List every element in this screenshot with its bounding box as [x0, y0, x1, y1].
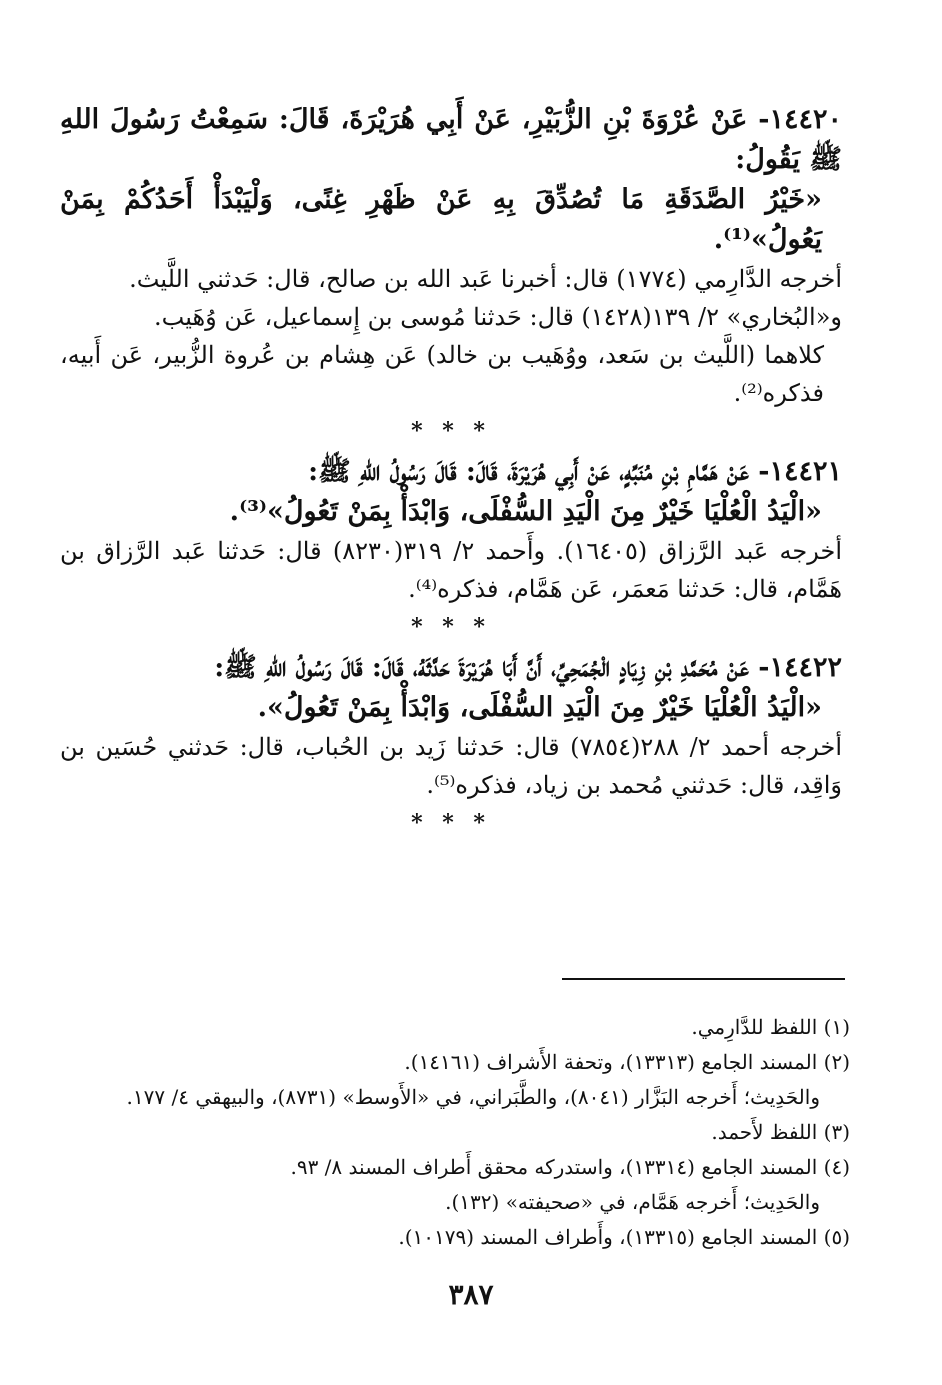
hadith-14421-takhrij: أخرجه عَبد الرَّزاق (١٦٤٠٥). وأَحمد ٢/ ٣١٩(٨٢٣٠) قال: حَدثنا عَبد الرَّزاق بن هَمَّام، قال: حَدثنا مَعمَر، عَن هَمَّام، فذكره⁽⁴⁾. — [60, 537, 843, 603]
hadith-14422-text: «الْيَدُ الْعُلْيَا خَيْرٌ مِنَ الْيَدِ السُّفْلَى، وَابْدَأْ بِمَنْ تَعُولُ». — [257, 692, 822, 723]
hadith-14420-takhrij-1: أخرجه الدَّارِمي (١٧٧٤) قال: أخبرنا عَبد الله بن صالح، قال: حَدثني اللَّيث. — [129, 265, 842, 293]
footnote-2: (٢) المسند الجامع (١٣٣١٣)، وتحفة الأَشراف (١٤١٦١). — [404, 1050, 850, 1074]
hadith-14422-takhrij: أخرجه أحمد ٢/ ٢٨٨(٧٨٥٤) قال: حَدثنا زَيد بن الحُباب، قال: حَدثني حُسَين بن وَاقِد، قال: حَدثني مُحمد بن زياد، فذكره⁽⁵⁾. — [60, 733, 843, 799]
section-separator: * * * — [411, 418, 491, 444]
footnote-5: (٥) المسند الجامع (١٣٣١٥)، وأَطراف المسند (١٠١٧٩). — [398, 1225, 850, 1249]
section-separator: * * * — [411, 614, 491, 640]
footnote-divider — [562, 978, 845, 980]
hadith-14420-takhrij-2: و«البُخاري» ٢/ ١٣٩(١٤٢٨) قال: حَدثنا مُوسى بن إِسماعيل، عَن وُهَيب. — [154, 303, 842, 331]
page-body — [60, 100, 842, 844]
footnote-4: (٤) المسند الجامع (١٣٣١٤)، واستدركه محقق أَطراف المسند ٨/ ٩٣. — [290, 1155, 850, 1179]
hadith-14420-text: «خَيْرُ الصَّدَقَةِ مَا تُصُدِّقَ بِهِ عَنْ ظَهْرِ غِنًى، وَلْيَبْدَأْ أَحَدُكُمْ بِمَنْ يَعُولُ»⁽¹⁾. — [60, 184, 822, 255]
footnotes — [60, 1010, 850, 1255]
hadith-14421-text: «الْيَدُ الْعُلْيَا خَيْرٌ مِنَ الْيَدِ السُّفْلَى، وَابْدَأْ بِمَنْ تَعُولُ»⁽³⁾. — [229, 496, 822, 527]
footnote-4-continuation: والحَدِيث؛ أَخرجه هَمَّام، في «صحيفته» (١٣٢). — [445, 1190, 820, 1214]
hadith-14422-heading: ١٤٤٢٢- عَنْ مُحَمَّدِ بْنِ زِيَادٍ الْجُمَحِيِّ، أَنَّ أَبَا هُرَيْرَةَ حَدَّثَهُ، قَالَ: قَالَ رَسُولُ اللهِ ﷺ: — [214, 652, 842, 683]
hadith-14420-heading: ١٤٤٢٠- عَنْ عُرْوَةَ بْنِ الزُّبَيْرِ، عَنْ أَبِي هُرَيْرَةَ، قَالَ: سَمِعْتُ رَسُولَ اللهِ ﷺ يَقُولُ: — [60, 104, 842, 175]
footnote-1: (١) اللفظ للدَّارِمي. — [691, 1015, 850, 1039]
footnote-2-continuation: والحَدِيث؛ أَخرجه البَزَّار (٨٠٤١)، والطَّبَراني، في «الأَوسط» (٨٧٣١)، والبيهقي ٤/ ١٧٧. — [126, 1085, 820, 1109]
hadith-14420-takhrij-3: كلاهما (اللَّيث بن سَعد، ووُهَيب بن خالد) عَن هِشام بن عُروة الزُّبير، عَن أَبيه، فذكره⁽²⁾. — [60, 341, 824, 407]
hadith-14421-heading: ١٤٤٢١- عَنْ هَمَّامِ بْنِ مُنَبِّهٍ، عَنْ أَبِي هُرَيْرَةَ، قَالَ: قَالَ رَسُولُ اللهِ ﷺ: — [308, 456, 842, 487]
footnote-3: (٣) اللفظ لأَحمد. — [711, 1120, 850, 1144]
section-separator: * * * — [411, 810, 491, 836]
page-number: ٣٨٧ — [448, 1278, 494, 1311]
